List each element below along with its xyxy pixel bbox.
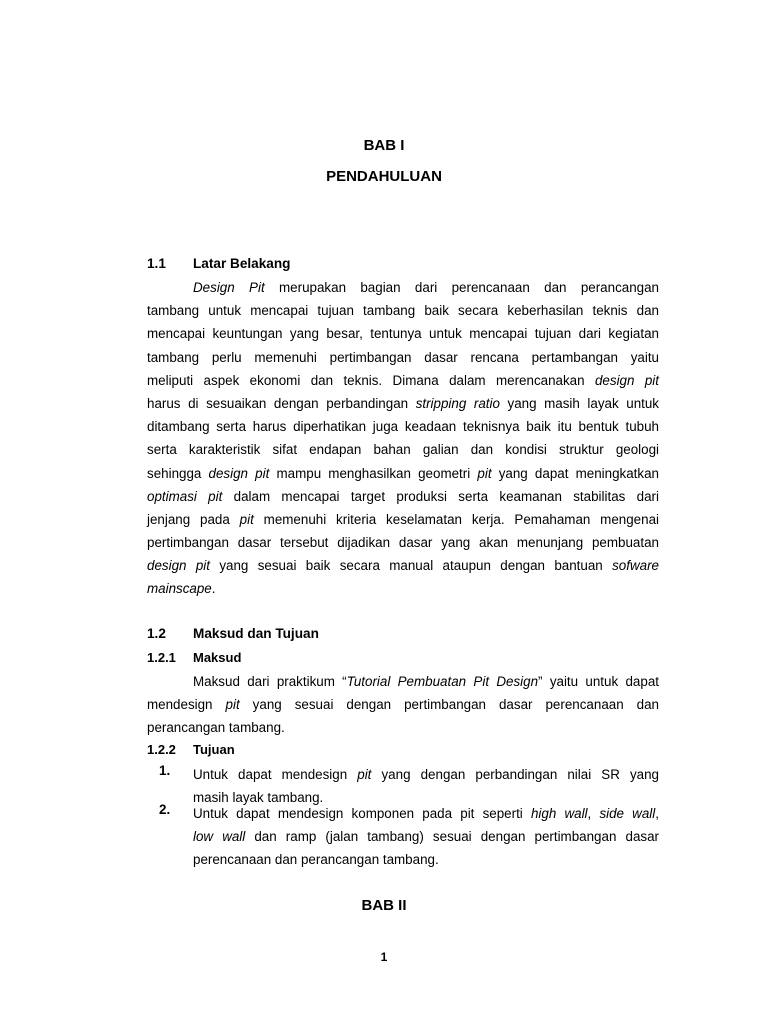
text-line: mendesign pit yang sesuai dengan pertimbangan dasar perencanaan dan <box>147 697 660 713</box>
subsection-title: Tujuan <box>193 742 235 757</box>
text-line: mencapai keuntungan yang besar, tentunya untuk mencapai tujuan dari kegiatan <box>147 326 659 342</box>
text-line: Untuk dapat mendesign komponen pada pit seperti high wall, side wall, <box>193 806 659 821</box>
section-title: Latar Belakang <box>193 256 291 271</box>
italic-term: pit <box>225 697 240 713</box>
section-number: 1.1 <box>147 256 166 271</box>
subsection-title: Maksud <box>193 650 242 665</box>
italic-term: design pit <box>147 558 210 574</box>
text-line: optimasi pit dalam mencapai target produksi serta keamanan stabilitas dari <box>147 488 659 504</box>
list-number: 2. <box>159 802 171 817</box>
italic-term: pit <box>477 465 492 481</box>
page-number: 1 <box>380 950 388 964</box>
list-text <box>193 802 659 872</box>
text-line: tambang perlu memenuhi pertimbangan dasar rencana pertambangan yaitu <box>147 349 659 365</box>
text-line: Design Pit merupakan bagian dari perencanaan dan perancangan <box>193 280 660 295</box>
text-line: mainscape. <box>147 581 216 597</box>
text-line: harus di sesuaikan dengan perbandingan stripping ratio yang masih layak untuk <box>147 395 660 411</box>
section-number: 1.2 <box>147 626 166 641</box>
subsection-number: 1.2.1 <box>147 650 176 665</box>
subsection-number: 1.2.2 <box>147 742 176 757</box>
text-line: perancangan tambang. <box>147 720 285 736</box>
subsection-heading-1-2-1 <box>147 650 242 665</box>
section-title: Maksud dan Tujuan <box>193 626 319 641</box>
text-line: meliputi aspek ekonomi dan teknis. Dimana dalam merencanakan design pit <box>147 372 659 388</box>
list-number: 1. <box>159 763 171 778</box>
text-line: sehingga design pit mampu menghasilkan geometri pit yang dapat meningkatkan <box>147 465 659 481</box>
chapter-title: PENDAHULUAN <box>326 168 442 185</box>
text-line: serta karakteristik sifat endapan bahan galian dan kondisi struktur geologi <box>147 442 659 458</box>
text-line: design pit yang sesuai baik secara manual ataupun dengan bantuan sofware <box>147 558 659 574</box>
section-heading-1-1 <box>147 256 291 271</box>
text-line: pertimbangan dasar tersebut dijadikan dasar yang akan menunjang pembuatan <box>147 535 659 551</box>
italic-term: optimasi pit <box>147 488 223 504</box>
subsection-heading-1-2-2 <box>147 742 235 757</box>
italic-term: design pit <box>594 372 659 388</box>
italic-term: sofware <box>612 558 659 574</box>
italic-term: pit <box>239 511 254 527</box>
italic-term: Tutorial Pembuatan Pit Design <box>346 674 539 689</box>
chapter-number: BAB I <box>363 137 405 154</box>
text-line: ditambang serta harus diperhatikan juga keadaan teknisnya baik itu bentuk tubuh <box>147 419 659 435</box>
paragraph-latar-belakang <box>147 276 659 601</box>
chapter-number-2: BAB II <box>361 897 407 914</box>
text-line: low wall dan ramp (jalan tambang) sesuai dengan pertimbangan dasar <box>193 829 659 845</box>
italic-term: pit <box>357 767 372 782</box>
text-line: jenjang pada pit memenuhi kriteria keselamatan kerja. Pemahaman mengenai <box>147 511 659 527</box>
section-heading-1-2 <box>147 626 319 641</box>
text-line: perencanaan dan perancangan tambang. <box>193 852 439 868</box>
italic-term: Design Pit <box>193 280 265 295</box>
italic-term: mainscape <box>147 581 212 597</box>
text-line: masih layak tambang. <box>193 790 324 806</box>
italic-term: side wall <box>599 806 656 821</box>
paragraph-maksud <box>147 670 659 740</box>
italic-term: stripping ratio <box>415 395 500 411</box>
italic-term: high wall <box>530 806 588 821</box>
italic-term: design pit <box>208 465 270 481</box>
text-line: Maksud dari praktikum “Tutorial Pembuatan Pit Design” yaitu untuk dapat <box>193 674 659 689</box>
text-line: Untuk dapat mendesign pit yang dengan perbandingan nilai SR yang <box>193 767 659 782</box>
italic-term: low wall <box>193 829 246 845</box>
text-line: tambang untuk mencapai tujuan tambang baik secara keberhasilan teknis dan <box>147 303 659 319</box>
